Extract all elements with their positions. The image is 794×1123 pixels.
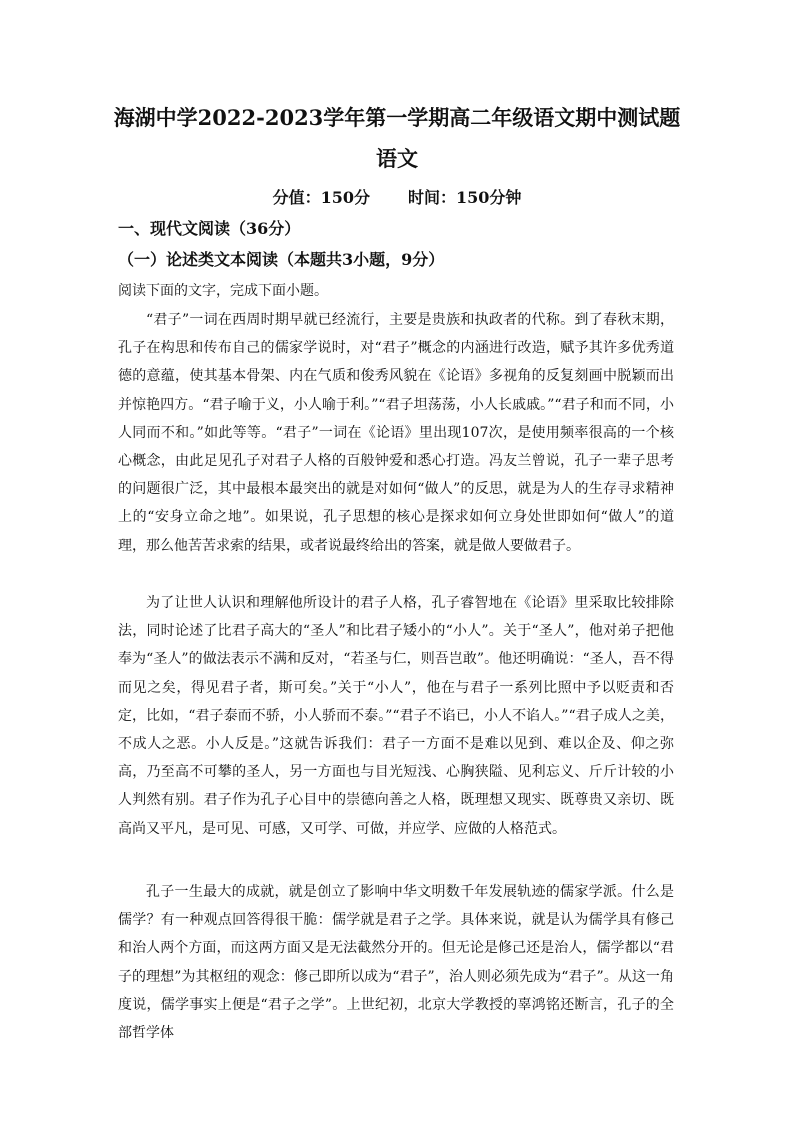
subject-title: 语文 xyxy=(376,146,418,171)
exam-meta xyxy=(0,185,794,208)
passage-paragraph-1: “君子”一词在西周时期早就已经流行，主要是贵族和执政者的代称。到了春秋末期，孔子在构思和传布自己的儒家学说时，对“君子”概念的内涵进行改造，赋予其许多优秀道德的意蕴，使其基本骨架、内在气质和俊秀风貌在《论语》多视角的反复刻画中脱颖而出并惊艳四方。“君子喻于义，小人喻于利。”“君子坦荡荡，小人长戚戚。”“君子和而不同，小人同而不和。”如此等等。“君子”一词在《论语》里出现107次，是使用频率很高的一个核心概念，由此足见孔子对君子人格的百般钟爱和悉心打造。冯友兰曾说，孔子一辈子思考的问题很广泛，其中最根本最突出的就是对如何“做人”的反思，就是为人的生存寻求精神上的“安身立命之地”。如果说，孔子思想的核心是探求如何立身处世即如何“做人”的道理，那么他苦苦求索的结果，或者说最终给出的答案，就是做人要做君子。 xyxy=(118,312,674,554)
passage-paragraph-3: 孔子一生最大的成就，就是创立了影响中华文明数千年发展轨迹的儒家学派。什么是儒学？有一种观点回答得很干脆：儒学就是君子之学。具体来说，就是认为儒学具有修己和治人两个方面，而这两方面又是无法截然分开的。但无论是修己还是治人，儒学都以“君子的理想”为其枢纽的观念：修己即所以成为“君子”，治人则必须先成为“君子”。从这一角度说，儒学事实上便是“君子之学”。上世纪初，北京大学教授的辜鸿铭还断言，孔子的全部哲学体 xyxy=(118,884,674,1042)
score-label: 分值：150分 xyxy=(272,188,370,207)
time-label: 时间：150分钟 xyxy=(408,188,522,207)
passage-paragraph-2: 为了让世人认识和理解他所设计的君子人格，孔子睿智地在《论语》里采取比较排除法，同时论述了比君子高大的“圣人”和比君子矮小的“小人”。关于“圣人”，他对弟子把他奉为“圣人”的做法表示不满和反对，“若圣与仁，则吾岂敢”。他还明确说：“圣人，吾不得而见之矣，得见君子者，斯可矣。”关于“小人”，他在与君子一系列比照中予以贬责和否定，比如，“君子泰而不骄，小人骄而不泰。”“君子不谄已，小人不谄人。”“君子成人之美，不成人之恶。小人反是。”这就告诉我们：君子一方面不是难以见到、难以企及、仰之弥高，乃至高不可攀的圣人，另一方面也与目光短浅、心胸狭隘、见利忘义、斤斤计较的小人判然有别。君子作为孔子心目中的崇德向善之人格，既理想又现实、既尊贵又亲切、既高尚又平凡，是可见、可感，又可学、可做，并应学、应做的人格范式。 xyxy=(118,595,674,837)
section-heading: 一、现代文阅读（36分） xyxy=(118,219,301,238)
exam-title: 海湖中学2022-2023学年第一学期高二年级语文期中测试题 xyxy=(113,105,681,130)
subsection-heading: （一）论述类文本阅读（本题共3小题，9分） xyxy=(118,250,445,269)
reading-instruction: 阅读下面的文字，完成下面小题。 xyxy=(118,283,328,299)
